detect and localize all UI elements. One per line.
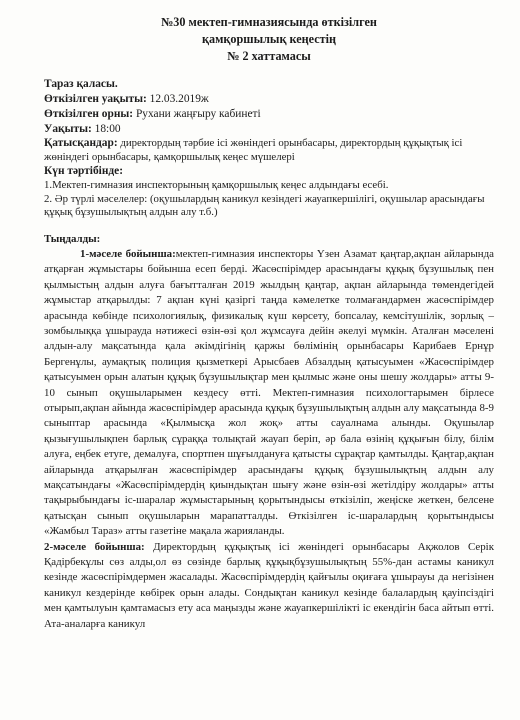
question-2-text: Директордың құқықтық ісі жөніндегі орынбасары Ақжолов Серік Қадірбекұлы сөз алды,ол өз сөзінде барлық құқықбұзушылықтың 55%-дан астамы каникул кезінде жасөспірімдермен жасалады. Жасөспірімдердің қайғылы оқиғаға ұшырауы да негізінен каникул кездерінде көбірек орын алады. Сондықтан каникул кезінде балалардың қауіпсіздігі мен қамтылуын қамтамасыз ету аса маңызды және жауапкершілікті іс екендігін баса айтып өтті. Ата-аналарға каникул xyxy=(44,540,494,630)
city: Тараз қаласы. xyxy=(44,78,118,90)
title-line-3: № 2 хаттамасы xyxy=(227,49,311,63)
date-row xyxy=(44,92,494,107)
place-row xyxy=(44,107,494,122)
attendees-value: директордың тәрбие ісі жөніндегі орынбасары, директордың құқықтық ісі жөніндегі орынбасары, қамқоршылық кеңес мүшелері xyxy=(44,137,463,163)
document-title xyxy=(44,14,494,65)
question-2-label: 2-мәселе бойынша: xyxy=(44,540,145,553)
agenda-list xyxy=(44,179,494,220)
time-value: 18:00 xyxy=(91,123,121,135)
question-1-paragraph xyxy=(44,247,494,540)
date-value: 12.03.2019ж xyxy=(146,93,209,105)
agenda-item-2: 2. Әр түрлі мәселелер: (оқушылардың каникул кезіндегі жауапкершілігі, оқушылар арасындағы құқық бұзушылықтың алдын алу т.б.) xyxy=(44,192,485,218)
question-1-text: мектеп-гимназия инспекторы Үзен Азамат қаңтар,ақпан айларында атқарған жұмыстары бойынша есеп берді. Жасөспірімдер арасындағы құқық бұзушылық пен қылмыстың алдын алуға бағытталған 2019 жылдың қаңтар, ақпан айларында төмендегідей жұмыстар атқарылды: 7 ақпан күні қазіргі таңда кәмелетке толмағандармен жасөспірімдер арасында көбінде психологиялық, физикалық күш көрсету, бопсалау, кемсітушілік, зорлық –зомбылыққа ұшырауда нәтижесі өзін-өзі қол жұмсауға дейін әкелуі мүмкін. Аталған мәселені алдын-алу мақсатында қала әкімдігінің қаржы бөлімінің орынбасары Карибаев Ернұр Бергенұлы, аумақтық полиция қызметкері Арысбаев Абзалдың қатысуымен «Жасөспірімдер қатысуымен орын алатын құқық бұзушылықтар мен қылмыс және оны шешу жолдары» атты 9-10 сынып оқушыларымен кездесу өтті. Мектеп-гимназия психологтарымен бірлесе отырып,ақпан айында жасөспірімдер арасында құқық бұзушылықтың алдын алу мақсатында 8-9 сыныптар арасында «Қылмысқа жол жоқ» атты сауалнама алынды. Оқушылар қызығушылықпен барлық сұраққа толықтай жауап беріп, әр бала өзінің құқығын білу, білім алуға, еңбек етуге, демалуға, спортпен шұғылдануға қатысты сұрақтар қамтылды. Қаңтар,ақпан айларында атқарылған жасөспірімдер арасындағы құқық бұзушылықтың алдын алу мақсатындағы «Жасөспірімдердің қиындықтан шығу және өзін-өзі жетілдіру жолдары» атты тақырыбындағы іс-шаралар жұмыстарының қорытындысы өткізіліп, жеңіске жеткен, белсене қатысқан сынып оқушыларын марапатталды. Өткізілген іс-шаралардың қорытындысы «Жамбыл Тараз» атты газетіне мақала жарияланды. xyxy=(44,247,495,538)
attendees-row xyxy=(44,137,494,164)
heard-label: Тыңдалды: xyxy=(44,232,101,245)
meta-block xyxy=(44,77,494,220)
heard-section xyxy=(44,232,494,633)
attendees-label: Қатысқандар: xyxy=(44,137,118,149)
title-line-2: қамқоршылық кеңестің xyxy=(201,32,337,46)
time-label: Уақыты: xyxy=(44,123,92,135)
place-label: Өткізілген орны: xyxy=(44,108,134,120)
date-label: Өткізілген уақыты: xyxy=(44,93,147,105)
agenda-label: Күн тәртібінде: xyxy=(44,165,123,177)
title-line-1: №30 мектеп-гимназиясында өткізілген xyxy=(161,15,377,29)
time-row xyxy=(44,122,494,137)
question-2-paragraph xyxy=(44,540,494,632)
agenda-item-1: 1.Мектеп-гимназия инспекторының қамқоршылық кеңес алдындағы есебі. xyxy=(44,179,389,191)
question-1-label: 1-мәселе бойынша: xyxy=(80,247,176,260)
place-value: Рухани жаңғыру кабинеті xyxy=(133,108,261,120)
